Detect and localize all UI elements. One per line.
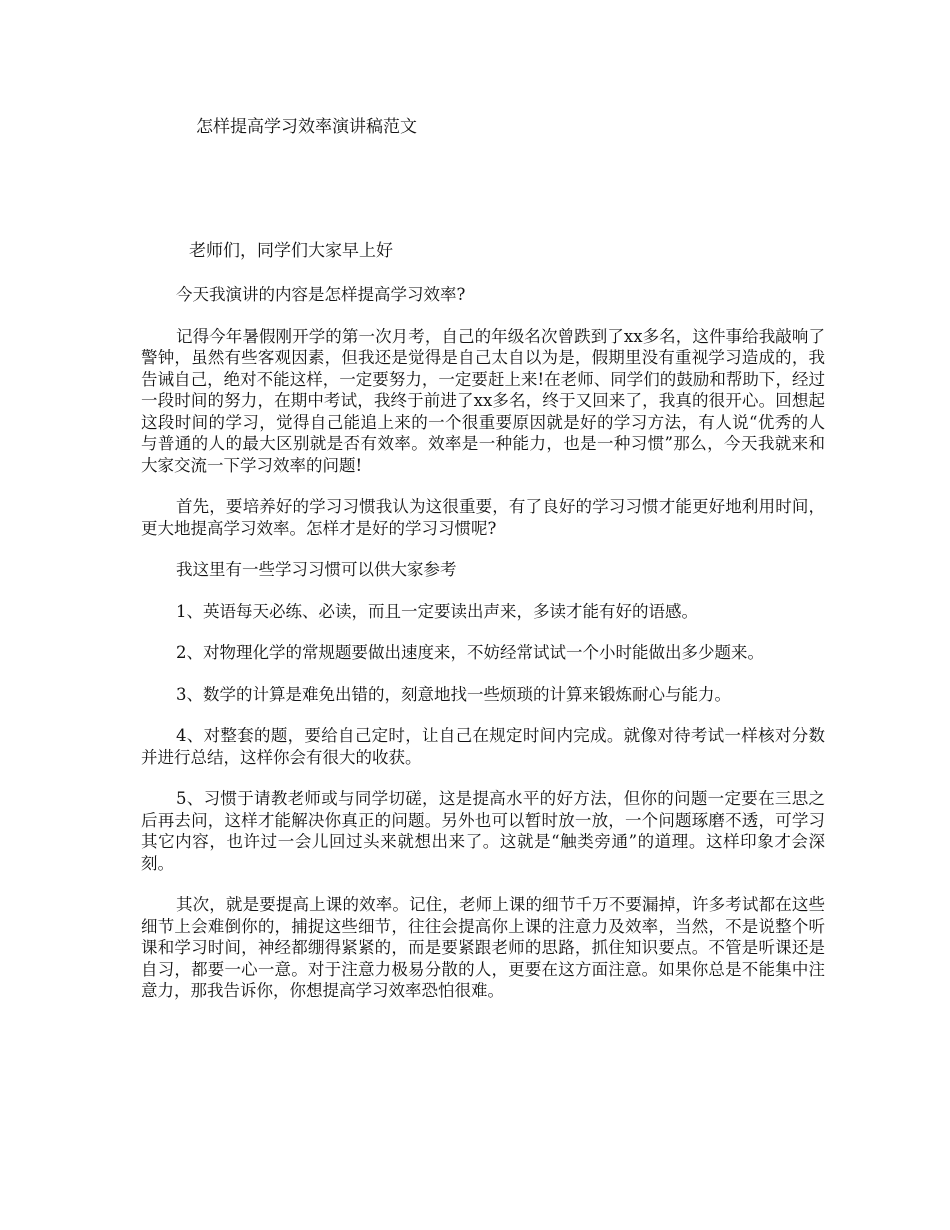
list-item-habit-3: 3、数学的计算是难免出错的，刻意地找一些烦琐的计算来锻炼耐心与能力。 — [176, 684, 731, 704]
greeting-line: 老师们，同学们大家早上好 — [189, 241, 393, 261]
list-item-habit-1: 1、英语每天必练、必读，而且一定要读出声来，多读才能有好的语感。 — [176, 601, 698, 621]
paragraph-habits-intro: 首先，要培养好的学习习惯我认为这很重要，有了良好的学习习惯才能更好地利用时间，更大地提高学习效率。怎样才是好的学习习惯呢? — [141, 497, 825, 538]
paragraph-class-efficiency: 其次，就是要提高上课的效率。记住，老师上课的细节千万不要漏掉，许多考试都在这些细节上会难倒你的，捕捉这些细节，往往会提高你上课的注意力及效率，当然，不是说整个听课和学习时间，神经都绷得紧紧的，而是要紧跟老师的思路，抓住知识要点。不管是听课还是自习，都要一心一意。对于注意力极易分散的人，更要在这方面注意。如果你总是不能集中注意力，那我告诉你，你想提高学习效率恐怕很难。 — [141, 895, 825, 1000]
document-title: 怎样提高学习效率演讲稿范文 — [196, 117, 417, 137]
list-item-habit-2: 2、对物理化学的常规题要做出速度来，不妨经常试试一个小时能做出多少题来。 — [176, 643, 764, 662]
list-item-habit-5: 5、习惯于请教老师或与同学切磋，这是提高水平的好方法，但你的问题一定要在三思之后再去问，这样才能解决你真正的问题。另外也可以暂时放一放，一个问题琢磨不透，可学习其它内容，也许过一会儿回过头来就想出来了。这就是“触类旁通”的道理。这样印象才会深刻。 — [141, 789, 825, 873]
list-item-habit-4: 4、对整套的题，要给自己定时，让自己在规定时间内完成。就像对待考试一样核对分数并进行总结，这样你会有很大的收获。 — [141, 726, 825, 767]
paragraph-habits-lead: 我这里有一些学习习惯可以供大家参考 — [176, 560, 457, 579]
document-body — [141, 284, 825, 1022]
paragraph-story: 记得今年暑假刚开学的第一次月考，自己的年级名次曾跌到了xx多名，这件事给我敲响了警钟，虽然有些客观因素，但我还是觉得是自己太自以为是，假期里没有重视学习造成的，我告诫自己，绝对不能这样，一定要努力，一定要赶上来!在老师、同学们的鼓励和帮助下，经过一段时间的努力，在期中考试，我终于前进了xx多名，终于又回来了，我真的很开心。回想起这段时间的学习，觉得自己能追上来的一个很重要原因就是好的学习方法，有人说“优秀的人与普通的人的最大区别就是否有效率。效率是一种能力，也是一种习惯”那么，今天我就来和大家交流一下学习效率的问题! — [141, 326, 825, 475]
paragraph-topic: 今天我演讲的内容是怎样提高学习效率? — [176, 285, 466, 304]
